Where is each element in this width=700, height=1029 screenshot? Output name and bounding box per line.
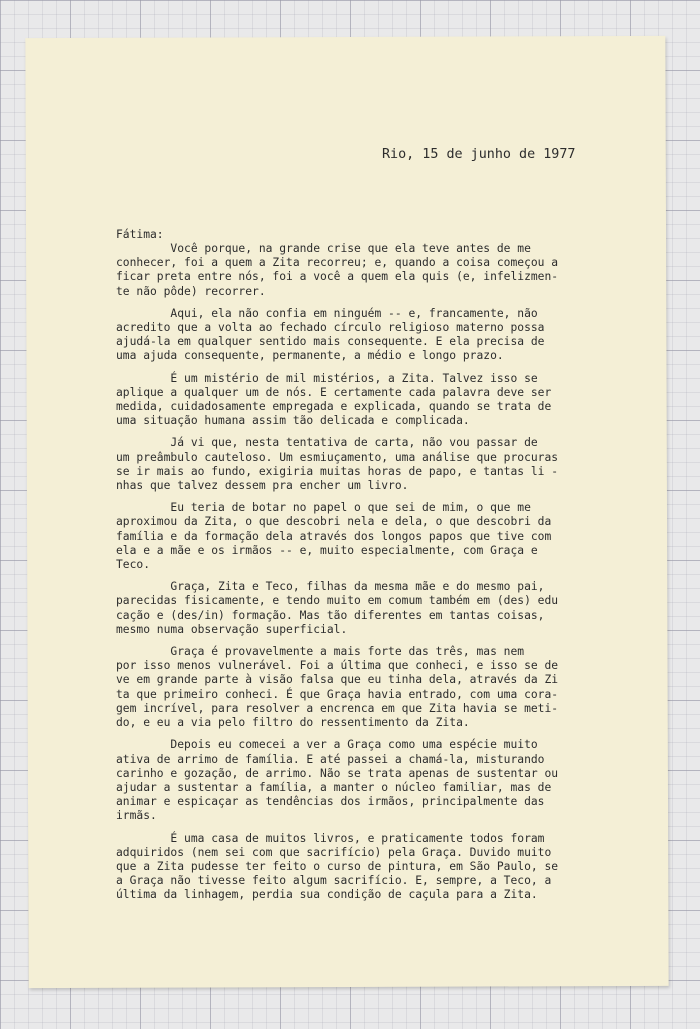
text-line: acredito que a volta ao fechado círculo religioso materno possa [116,321,545,335]
text-line: cação e (des/in) formação. Mas tão diferentes em tantas coisas, [116,608,545,622]
text-line: uma ajuda consequente, permanente, a médio e longo prazo. [116,349,504,363]
text-line: gem incrível, para resolver a encrenca em que Zita havia se meti- [116,701,559,715]
text-line: adquiridos (nem sei com que sacrifício) pela Graça. Duvido muito [116,845,552,859]
text-line: que a Zita pudesse ter feito o curso de pintura, em São Paulo, se [116,859,559,873]
text-line: aplique a qualquer um de nós. E certamente cada palavra deve ser [116,385,552,399]
text-line: mesmo numa observação superficial. [116,622,348,636]
text-line: um preâmbulo cauteloso. Um esmiuçamento, uma análise que procuras [116,450,559,464]
text-line: carinho e gozação, de arrimo. Não se trata apenas de sustentar ou [116,766,559,780]
text-line: animar e espicaçar as tendências dos irmãos, principalmente das [116,795,545,809]
text-line: Você porque, na grande crise que ela teve antes de me [116,242,531,255]
letter-paragraph [116,242,616,299]
text-line: se ir mais ao fundo, exigiria muitas horas de papo, e tantas li - [116,464,559,478]
letter-date: Rio, 15 de junho de 1977 [382,147,576,162]
text-line: Aqui, ela não confia em ninguém -- e, francamente, não [116,306,538,320]
letter-paragraph [116,645,616,730]
text-line: Teco. [116,558,151,572]
letter-body [116,242,616,911]
text-line: Eu teria de botar no papel o que sei de mim, o que me [116,501,531,515]
text-line: ve em grande parte à visão falsa que eu tinha dela, através da Zi [116,673,559,687]
text-line: família e da formação dela através dos longos papos que tive com [116,529,552,543]
text-line: Graça é provavelmente a mais forte das três, mas nem [116,645,525,659]
text-line: uma situação humana assim tão delicada e complicada. [116,414,470,428]
text-line: ficar preta entre nós, foi a você a quem ela quis (e, infelizmen- [116,270,559,284]
text-line: ajudar a sustentar a família, a manter o núcleo familiar, mas de [116,780,552,794]
letter-paragraph [116,436,616,493]
text-line: ela e a mãe e os irmãos -- e, muito especialmente, com Graça e [116,543,538,557]
text-line: nhas que talvez dessem pra encher um livro. [116,479,409,493]
text-line: ativa de arrimo de família. E até passei a chamá-la, misturando [116,752,545,766]
letter-paragraph [116,832,616,903]
text-line: aproximou da Zita, o que descobri nela e dela, o que descobri da [116,515,552,529]
text-line: É um mistério de mil mistérios, a Zita. Talvez isso se [116,371,538,385]
text-line: Depois eu comecei a ver a Graça como uma espécie muito [116,738,538,752]
text-line: parecidas fisicamente, e tendo muito em comum também em (des) edu [116,594,559,608]
text-line: por isso menos vulnerável. Foi a última que conheci, e isso se de [116,659,559,673]
letter-paragraph [116,307,616,364]
text-line: a Graça não tivesse feito algum sacrifício. E, sempre, a Teco, a [116,874,552,888]
text-line: te não pôde) recorrer. [116,284,266,298]
text-line: conhecer, foi a quem a Zita recorreu; e, quando a coisa começou a [116,256,559,270]
text-line: medida, cuidadosamente empregada e explicada, quando se trata de [116,400,552,414]
text-line: irmãs. [116,809,157,823]
text-line: É uma casa de muitos livros, e praticamente todos foram [116,831,545,845]
text-line: ta que primeiro conheci. É que Graça havia entrado, com uma cora- [116,687,559,701]
letter-paragraph [116,738,616,823]
letter-paragraph [116,580,616,637]
salutation: Fátima: [116,228,164,241]
letter-paragraph [116,372,616,429]
text-line: última da linhagem, perdia sua condição de caçula para a Zita. [116,888,538,902]
text-line: do, e eu a via pelo filtro do ressentimento da Zita. [116,716,470,730]
text-line: ajudá-la em qualquer sentido mais consequente. E ela precisa de [116,335,545,349]
text-line: Já vi que, nesta tentativa de carta, não vou passar de [116,436,538,450]
text-line: Graça, Zita e Teco, filhas da mesma mãe e do mesmo pai, [116,580,545,594]
letter-paragraph [116,501,616,572]
